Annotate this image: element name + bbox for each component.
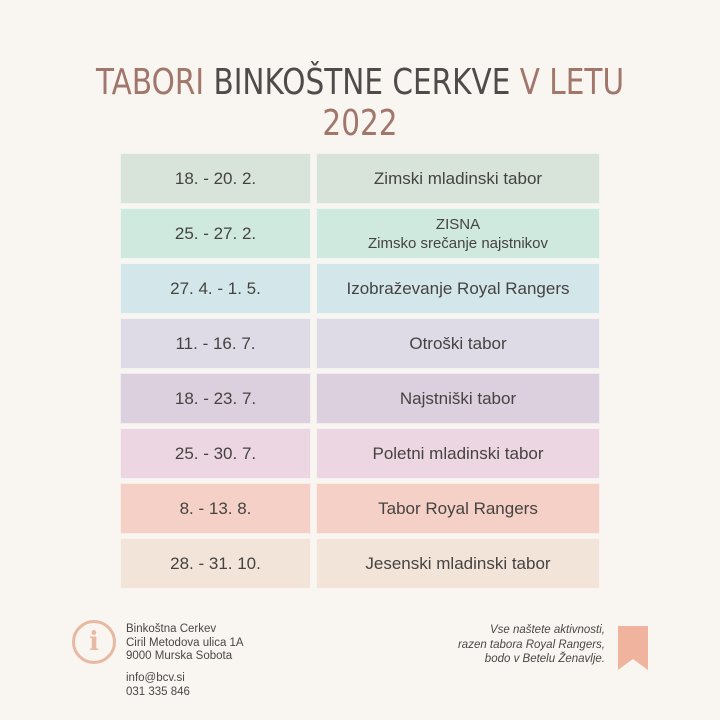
note-line-2: razen tabora Royal Rangers, <box>457 638 605 651</box>
title-part-tabori: TABORI <box>95 62 205 103</box>
event-name-line-1: Izobraževanje Royal Rangers <box>346 279 570 298</box>
contact-phone[interactable]: 031 335 846 <box>126 685 190 698</box>
schedule-row <box>120 263 600 314</box>
event-name-line-1: ZISNA <box>435 215 481 233</box>
schedule-date: 11. - 16. 7. <box>120 318 311 369</box>
schedule-date: 25. - 27. 2. <box>120 208 311 259</box>
schedule-row <box>120 428 600 479</box>
event-name-line-1: Otroški tabor <box>409 334 507 353</box>
schedule-row <box>120 538 600 589</box>
schedule-event <box>316 483 600 534</box>
address-street: Ciril Metodova ulica 1A <box>126 636 244 649</box>
note-line-1: Vse naštete aktivnosti, <box>489 624 605 636</box>
schedule-date: 27. 4. - 1. 5. <box>120 263 311 314</box>
page-title <box>65 62 655 144</box>
title-part-church: BINKOŠTNE CERKVE <box>204 62 520 103</box>
address-org: Binkoštna Cerkev <box>126 623 217 635</box>
info-icon: i <box>72 620 116 664</box>
schedule-event <box>316 208 600 259</box>
schedule-event <box>316 428 600 479</box>
title-part-year: V LETU 2022 <box>322 62 625 144</box>
address-city: 9000 Murska Sobota <box>126 650 233 662</box>
schedule-date: 25. - 30. 7. <box>120 428 311 479</box>
schedule-date: 18. - 23. 7. <box>120 373 311 424</box>
schedule-event <box>316 318 600 369</box>
bookmark-icon <box>618 626 648 670</box>
contact-email[interactable]: info@bcv.si <box>126 672 185 684</box>
schedule-row <box>120 153 600 204</box>
schedule-event <box>316 538 600 589</box>
schedule-row <box>120 373 600 424</box>
event-name-line-1: Tabor Royal Rangers <box>378 499 538 518</box>
location-note <box>458 623 605 667</box>
schedule-event <box>316 153 600 204</box>
schedule-event <box>316 263 600 314</box>
schedule-row <box>120 318 600 369</box>
schedule-date: 18. - 20. 2. <box>120 153 311 204</box>
address-block <box>126 623 244 664</box>
contact-block <box>126 672 190 699</box>
event-name-line-1: Najstniški tabor <box>399 389 517 408</box>
schedule-table <box>120 153 600 593</box>
note-line-3: bodo v Betelu Ženavlje. <box>484 653 605 665</box>
event-name-line-1: Jesenski mladinski tabor <box>365 554 551 573</box>
schedule-date: 8. - 13. 8. <box>120 483 311 534</box>
event-name-line-1: Zimski mladinski tabor <box>373 169 543 188</box>
event-name-line-2: Zimsko srečanje najstnikov <box>367 234 549 252</box>
schedule-row <box>120 208 600 259</box>
schedule-event <box>316 373 600 424</box>
event-name-line-1: Poletni mladinski tabor <box>372 444 544 463</box>
schedule-row <box>120 483 600 534</box>
schedule-date: 28. - 31. 10. <box>120 538 311 589</box>
